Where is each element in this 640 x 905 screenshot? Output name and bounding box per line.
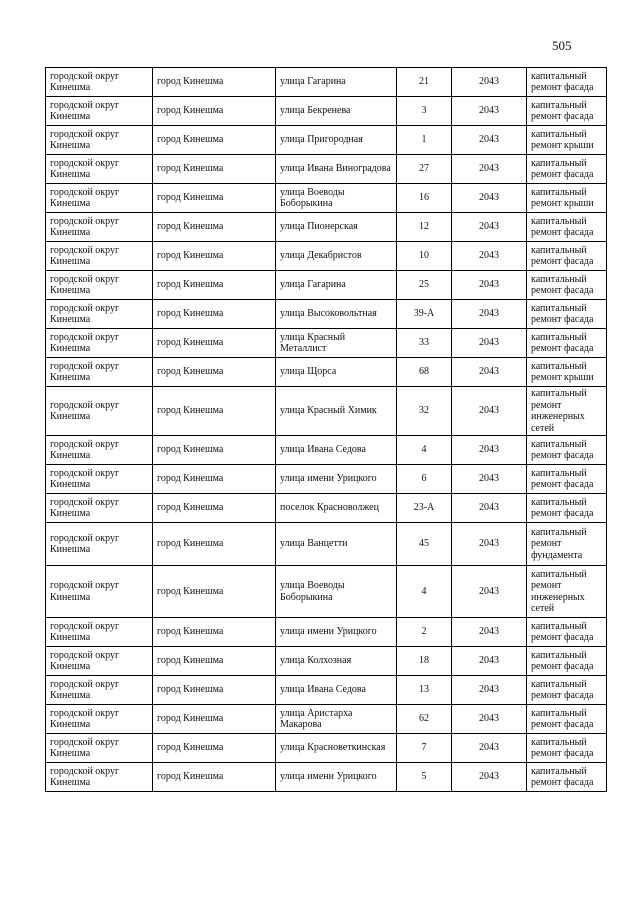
house-number-cell: 27 — [397, 155, 452, 184]
table-row — [46, 494, 607, 523]
house-number-cell: 16 — [397, 184, 452, 213]
street-cell: улица Ивана Седова — [276, 676, 397, 705]
settlement-cell: город Кинешма — [153, 734, 276, 763]
work-type-cell: капитальный ремонт крыши — [527, 358, 607, 387]
settlement-cell: город Кинешма — [153, 329, 276, 358]
house-number-cell: 45 — [397, 523, 452, 566]
planned-year-cell: 2043 — [452, 126, 527, 155]
table-row — [46, 676, 607, 705]
table-row — [46, 329, 607, 358]
planned-year-cell: 2043 — [452, 734, 527, 763]
municipality-cell: городской округ Кинешма — [46, 155, 153, 184]
table-row — [46, 358, 607, 387]
street-cell: улица Высоковольтная — [276, 300, 397, 329]
street-cell: улица Гагарина — [276, 68, 397, 97]
settlement-cell: город Кинешма — [153, 618, 276, 647]
planned-year-cell: 2043 — [452, 184, 527, 213]
settlement-cell: город Кинешма — [153, 126, 276, 155]
municipality-cell: городской округ Кинешма — [46, 271, 153, 300]
work-type-cell: капитальный ремонт фасада — [527, 329, 607, 358]
planned-year-cell: 2043 — [452, 436, 527, 465]
planned-year-cell: 2043 — [452, 155, 527, 184]
table-row — [46, 97, 607, 126]
work-type-cell: капитальный ремонт инженерных сетей — [527, 387, 607, 436]
municipality-cell: городской округ Кинешма — [46, 618, 153, 647]
planned-year-cell: 2043 — [452, 387, 527, 436]
planned-year-cell: 2043 — [452, 705, 527, 734]
table-row — [46, 213, 607, 242]
street-cell: улица Воеводы Боборыкина — [276, 566, 397, 618]
street-cell: улица Красный Металлист — [276, 329, 397, 358]
table-row — [46, 68, 607, 97]
street-cell: улица Колхозная — [276, 647, 397, 676]
settlement-cell: город Кинешма — [153, 97, 276, 126]
planned-year-cell: 2043 — [452, 300, 527, 329]
work-type-cell: капитальный ремонт фасада — [527, 300, 607, 329]
settlement-cell: город Кинешма — [153, 465, 276, 494]
street-cell: поселок Красноволжец — [276, 494, 397, 523]
house-number-cell: 18 — [397, 647, 452, 676]
municipality-cell: городской округ Кинешма — [46, 242, 153, 271]
table-body — [46, 68, 607, 792]
municipality-cell: городской округ Кинешма — [46, 213, 153, 242]
table-row — [46, 155, 607, 184]
settlement-cell: город Кинешма — [153, 676, 276, 705]
settlement-cell: город Кинешма — [153, 705, 276, 734]
planned-year-cell: 2043 — [452, 763, 527, 792]
settlement-cell: город Кинешма — [153, 763, 276, 792]
municipality-cell: городской округ Кинешма — [46, 387, 153, 436]
settlement-cell: город Кинешма — [153, 300, 276, 329]
work-type-cell: капитальный ремонт инженерных сетей — [527, 566, 607, 618]
municipality-cell: городской округ Кинешма — [46, 358, 153, 387]
planned-year-cell: 2043 — [452, 494, 527, 523]
settlement-cell: город Кинешма — [153, 271, 276, 300]
municipality-cell: городской округ Кинешма — [46, 523, 153, 566]
work-type-cell: капитальный ремонт фасада — [527, 763, 607, 792]
planned-year-cell: 2043 — [452, 523, 527, 566]
planned-year-cell: 2043 — [452, 618, 527, 647]
municipality-cell: городской округ Кинешма — [46, 465, 153, 494]
table-row — [46, 465, 607, 494]
planned-year-cell: 2043 — [452, 566, 527, 618]
house-number-cell: 5 — [397, 763, 452, 792]
street-cell: улица Гагарина — [276, 271, 397, 300]
street-cell: улица Аристарха Макарова — [276, 705, 397, 734]
house-number-cell: 39-А — [397, 300, 452, 329]
table-row — [46, 566, 607, 618]
municipality-cell: городской округ Кинешма — [46, 705, 153, 734]
planned-year-cell: 2043 — [452, 271, 527, 300]
planned-year-cell: 2043 — [452, 213, 527, 242]
street-cell: улица Декабристов — [276, 242, 397, 271]
planned-year-cell: 2043 — [452, 465, 527, 494]
settlement-cell: город Кинешма — [153, 494, 276, 523]
street-cell: улица имени Урицкого — [276, 465, 397, 494]
house-number-cell: 12 — [397, 213, 452, 242]
street-cell: улица Красноветкинская — [276, 734, 397, 763]
work-type-cell: капитальный ремонт фасада — [527, 68, 607, 97]
planned-year-cell: 2043 — [452, 242, 527, 271]
street-cell: улица Красный Химик — [276, 387, 397, 436]
work-type-cell: капитальный ремонт фасада — [527, 97, 607, 126]
street-cell: улица Пригородная — [276, 126, 397, 155]
table-row — [46, 523, 607, 566]
planned-year-cell: 2043 — [452, 329, 527, 358]
table-row — [46, 734, 607, 763]
table-row — [46, 618, 607, 647]
table-row — [46, 705, 607, 734]
work-type-cell: капитальный ремонт фасада — [527, 465, 607, 494]
table-row — [46, 126, 607, 155]
house-number-cell: 23-А — [397, 494, 452, 523]
planned-year-cell: 2043 — [452, 676, 527, 705]
street-cell: улица имени Урицкого — [276, 618, 397, 647]
table-row — [46, 184, 607, 213]
street-cell: улица Воеводы Боборыкина — [276, 184, 397, 213]
municipality-cell: городской округ Кинешма — [46, 329, 153, 358]
planned-year-cell: 2043 — [452, 358, 527, 387]
house-number-cell: 32 — [397, 387, 452, 436]
municipality-cell: городской округ Кинешма — [46, 494, 153, 523]
settlement-cell: город Кинешма — [153, 523, 276, 566]
house-number-cell: 62 — [397, 705, 452, 734]
street-cell: улица имени Урицкого — [276, 763, 397, 792]
house-number-cell: 3 — [397, 97, 452, 126]
municipality-cell: городской округ Кинешма — [46, 126, 153, 155]
house-number-cell: 6 — [397, 465, 452, 494]
municipality-cell: городской округ Кинешма — [46, 300, 153, 329]
municipality-cell: городской округ Кинешма — [46, 566, 153, 618]
work-type-cell: капитальный ремонт фасада — [527, 676, 607, 705]
municipality-cell: городской округ Кинешма — [46, 97, 153, 126]
house-number-cell: 68 — [397, 358, 452, 387]
work-type-cell: капитальный ремонт фасада — [527, 436, 607, 465]
house-number-cell: 13 — [397, 676, 452, 705]
house-number-cell: 2 — [397, 618, 452, 647]
table-row — [46, 647, 607, 676]
work-type-cell: капитальный ремонт фасада — [527, 618, 607, 647]
table-row — [46, 271, 607, 300]
settlement-cell: город Кинешма — [153, 68, 276, 97]
planned-year-cell: 2043 — [452, 68, 527, 97]
settlement-cell: город Кинешма — [153, 387, 276, 436]
municipality-cell: городской округ Кинешма — [46, 184, 153, 213]
house-number-cell: 4 — [397, 566, 452, 618]
work-type-cell: капитальный ремонт фасада — [527, 494, 607, 523]
settlement-cell: город Кинешма — [153, 436, 276, 465]
work-type-cell: капитальный ремонт фасада — [527, 734, 607, 763]
street-cell: улица Щорса — [276, 358, 397, 387]
street-cell: улица Ванцетти — [276, 523, 397, 566]
municipality-cell: городской округ Кинешма — [46, 676, 153, 705]
house-number-cell: 25 — [397, 271, 452, 300]
municipality-cell: городской округ Кинешма — [46, 763, 153, 792]
table-row — [46, 300, 607, 329]
work-type-cell: капитальный ремонт фасада — [527, 705, 607, 734]
house-number-cell: 10 — [397, 242, 452, 271]
table-row — [46, 242, 607, 271]
planned-year-cell: 2043 — [452, 647, 527, 676]
work-type-cell: капитальный ремонт крыши — [527, 184, 607, 213]
work-type-cell: капитальный ремонт фасада — [527, 647, 607, 676]
work-type-cell: капитальный ремонт фасада — [527, 155, 607, 184]
settlement-cell: город Кинешма — [153, 213, 276, 242]
work-type-cell: капитальный ремонт крыши — [527, 126, 607, 155]
street-cell: улица Ивана Виноградова — [276, 155, 397, 184]
house-number-cell: 21 — [397, 68, 452, 97]
settlement-cell: город Кинешма — [153, 184, 276, 213]
planned-year-cell: 2043 — [452, 97, 527, 126]
table-row — [46, 387, 607, 436]
work-type-cell: капитальный ремонт фундамента — [527, 523, 607, 566]
settlement-cell: город Кинешма — [153, 155, 276, 184]
municipality-cell: городской округ Кинешма — [46, 436, 153, 465]
municipality-cell: городской округ Кинешма — [46, 734, 153, 763]
work-type-cell: капитальный ремонт фасада — [527, 271, 607, 300]
settlement-cell: город Кинешма — [153, 242, 276, 271]
street-cell: улица Бекренева — [276, 97, 397, 126]
work-type-cell: капитальный ремонт фасада — [527, 242, 607, 271]
settlement-cell: город Кинешма — [153, 358, 276, 387]
street-cell: улица Пионерская — [276, 213, 397, 242]
street-cell: улица Ивана Седова — [276, 436, 397, 465]
page-number: 505 — [552, 38, 572, 53]
house-number-cell: 7 — [397, 734, 452, 763]
table-row — [46, 436, 607, 465]
house-number-cell: 33 — [397, 329, 452, 358]
settlement-cell: город Кинешма — [153, 566, 276, 618]
house-number-cell: 1 — [397, 126, 452, 155]
municipality-cell: городской округ Кинешма — [46, 647, 153, 676]
settlement-cell: город Кинешма — [153, 647, 276, 676]
municipality-cell: городской округ Кинешма — [46, 68, 153, 97]
table-row — [46, 763, 607, 792]
house-number-cell: 4 — [397, 436, 452, 465]
registry-table — [45, 67, 607, 792]
work-type-cell: капитальный ремонт фасада — [527, 213, 607, 242]
